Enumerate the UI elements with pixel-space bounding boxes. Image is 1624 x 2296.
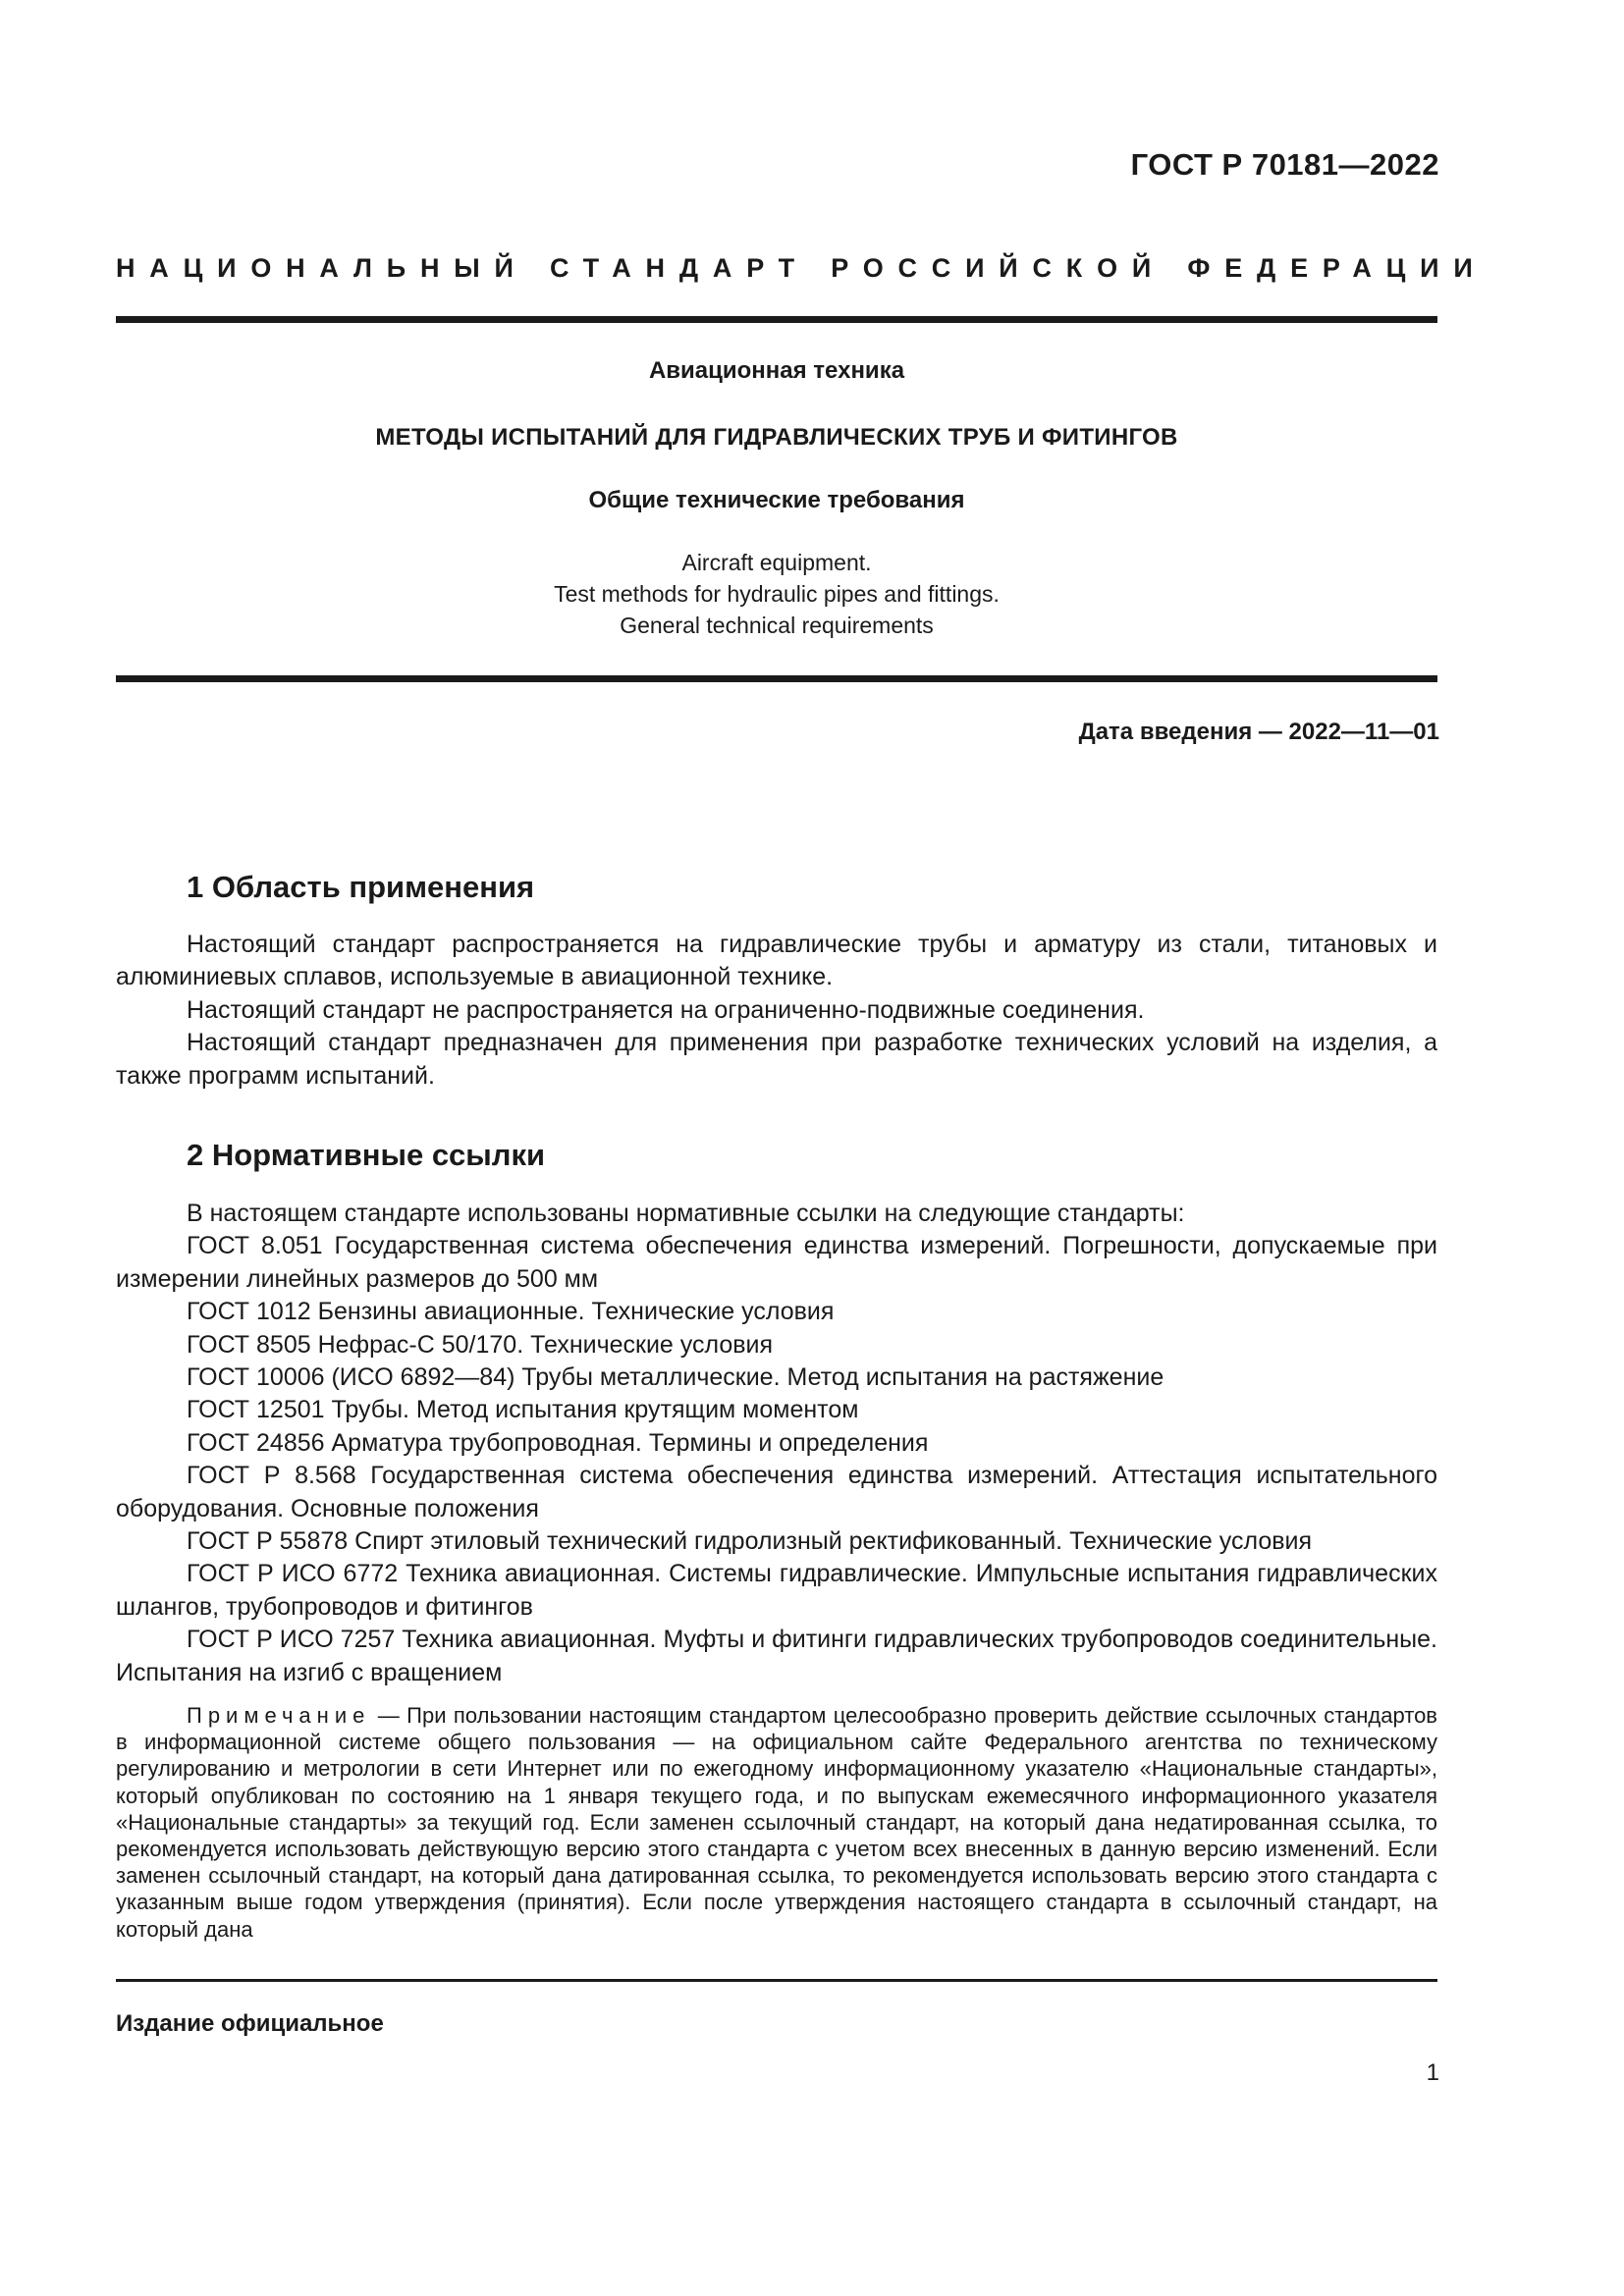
title-main: МЕТОДЫ ИСПЫТАНИЙ ДЛЯ ГИДРАВЛИЧЕСКИХ ТРУБ И ФИТИНГОВ: [375, 424, 1178, 451]
reference-item: ГОСТ 12501 Трубы. Метод испытания крутящим моментом: [187, 1396, 859, 1424]
paragraph: Настоящий стандарт распространяется на гидравлические трубы и арматуру из стали, титановых и алюминиевых сплавов, используемые в авиационной технике.: [116, 931, 1437, 991]
reference-item: ГОСТ Р 8.568 Государственная система обеспечения единства измерений. Аттестация испытательного оборудования. Основные положения: [116, 1462, 1437, 1522]
title-english-line-2: Test methods for hydraulic pipes and fittings.: [554, 581, 1000, 607]
paragraph: В настоящем стандарте использованы нормативные ссылки на следующие стандарты:: [187, 1200, 1185, 1227]
reference-item: ГОСТ Р 55878 Спирт этиловый технический гидролизный ректификованный. Технические условия: [187, 1527, 1313, 1556]
title-subtitle: Общие технические требования: [588, 487, 965, 513]
section-1-body: [116, 929, 1437, 1093]
national-standard-banner: НАЦИОНАЛЬНЫЙ СТАНДАРТ РОССИЙСКОЙ ФЕДЕРАЦИИ: [116, 253, 1488, 283]
footer-divider: [116, 1979, 1437, 1982]
section-1-heading: 1 Область применения: [187, 870, 535, 904]
title-category: Авиационная техника: [648, 357, 905, 384]
note-label: Примечание: [187, 1703, 371, 1728]
title-english-line-3: General technical requirements: [620, 613, 934, 638]
reference-item: ГОСТ 1012 Бензины авиационные. Технические условия: [187, 1298, 835, 1326]
document-number: ГОСТ Р 70181—2022: [1130, 147, 1439, 182]
title-english-line-1: Aircraft equipment.: [681, 550, 872, 575]
reference-item: ГОСТ Р ИСО 6772 Техника авиационная. Системы гидравлические. Импульсные испытания гидравлических шлангов, трубопроводов и фитингов: [116, 1560, 1437, 1621]
reference-item: ГОСТ Р ИСО 7257 Техника авиационная. Муфты и фитинги гидравлических трубопроводов соединительные. Испытания на изгиб с вращением: [116, 1626, 1437, 1686]
top-divider: [116, 316, 1437, 323]
note-paragraph: [116, 1702, 1437, 1943]
title-divider: [116, 675, 1437, 682]
reference-item: ГОСТ 10006 (ИСО 6892—84) Трубы металлические. Метод испытания на растяжение: [187, 1363, 1164, 1392]
page-number: 1: [1426, 2059, 1439, 2086]
reference-item: ГОСТ 24856 Арматура трубопроводная. Термины и определения: [187, 1428, 929, 1457]
introduction-date: Дата введения — 2022—11—01: [1078, 719, 1439, 745]
reference-item: ГОСТ 8.051 Государственная система обеспечения единства измерений. Погрешности, допускаемые при измерении линейных размеров до 500 мм: [116, 1232, 1437, 1293]
reference-item: ГОСТ 8505 Нефрас-С 50/170. Технические условия: [187, 1330, 774, 1359]
paragraph: Настоящий стандарт предназначен для применения при разработке технических условий на изделия, а также программ испытаний.: [116, 1029, 1437, 1090]
section-2-body: [116, 1198, 1437, 1689]
paragraph: Настоящий стандарт не распространяется на ограниченно-подвижные соединения.: [187, 995, 1145, 1024]
edition-label: Издание официальное: [116, 2010, 384, 2037]
title-english: [116, 547, 1437, 641]
section-2-heading: 2 Нормативные ссылки: [187, 1138, 546, 1172]
note-text: — При пользовании настоящим стандартом целесообразно проверить действие ссылочных стандартов в информационной системе общего пользования — на официальном сайте Федерального агентства по техническому регулированию и метрологии в сети Интернет или по ежегодному информационному указателю «Национальные стандарты», который опубликован по состоянию на 1 января текущего года, и по выпускам ежемесячного информационного указателя «Национальные стандарты» за текущий год. Если заменен ссылочный стандарт, на который дана недатированная ссылка, то рекомендуется использовать действующую версию этого стандарта с учетом всех внесенных в данную версию изменений. Если заменен ссылочный стандарт, на который дана датированная ссылка, то рекомендуется использовать версию этого стандарта с указанным выше годом утверждения (принятия). Если после утверждения настоящего стандарта в ссылочный стандарт, на который дана: [116, 1703, 1437, 1942]
